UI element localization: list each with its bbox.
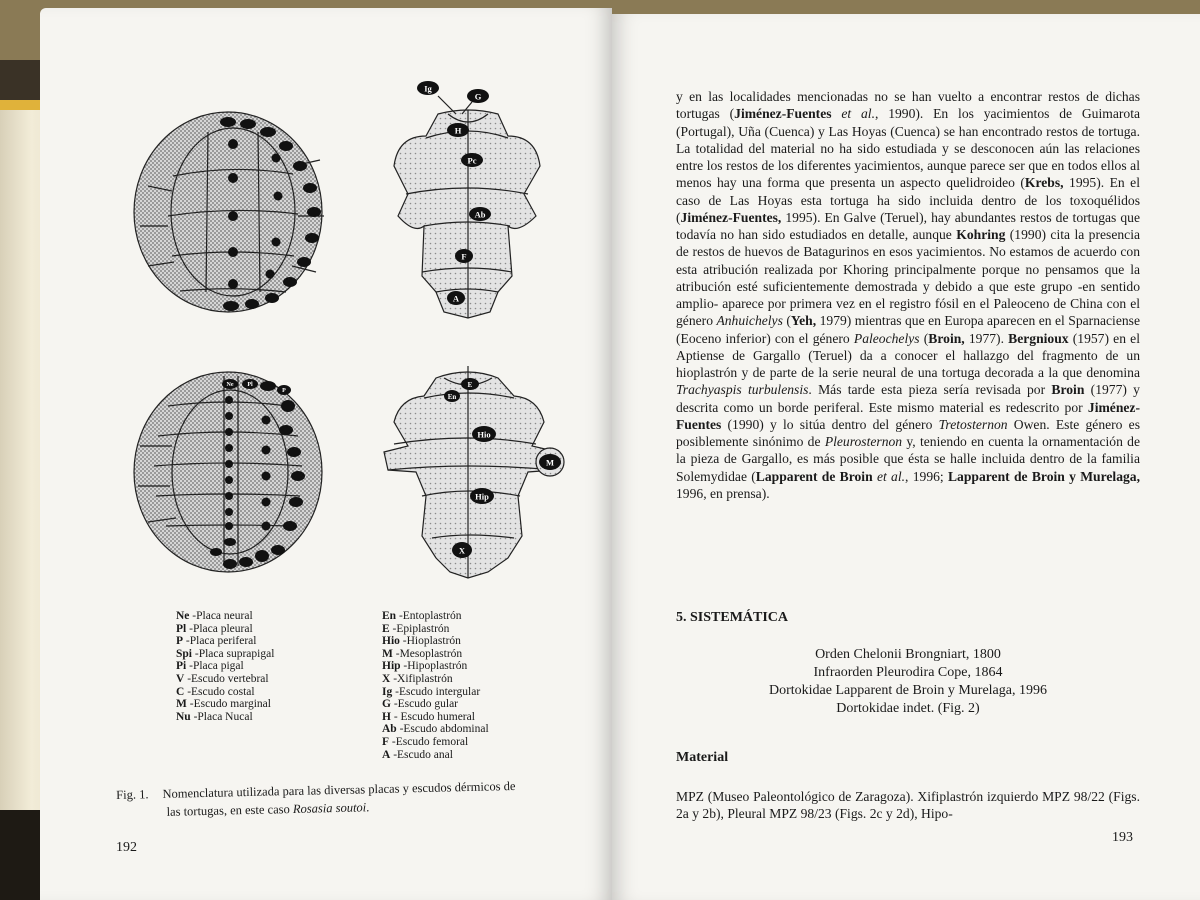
paragraph-segment: . Más tarde esta pieza sería revisada por	[808, 382, 1052, 398]
paragraph-segment: , 1990). En los yacimientos de Guimarota (Portugal), Uña (Cuenca) y Las Hoyas (Cuenca) se han encontrado restos de tortuga. La totalidad del material no ha sido estudiada y se desconocen aún las relaciones entre los restos de los diferentes yacimientos, aunque parece ser que en todos ellos al menos hay una forma que presenta un aspecto quelidroideo (	[676, 106, 1140, 191]
paragraph-segment: 1995). En el caso de Las Hoyas esta tortuga ha sido incluida dentro de los toxoquélidos (	[676, 175, 1140, 225]
legend-left	[176, 610, 274, 723]
label-hio: Hio	[477, 429, 491, 440]
paragraph-text	[676, 88, 1140, 502]
paragraph-segment: et al.	[876, 468, 906, 484]
legend-item: En -Entoplastrón	[382, 610, 462, 622]
paragraph-segment: y en las localidades mencionadas no se han vuelto a encontrar restos de dichas tortugas (	[676, 89, 1140, 122]
taxonomy-line: Infraorden Pleurodira Cope, 1864	[813, 665, 1003, 680]
legend-item: V -Escudo vertebral	[176, 672, 269, 685]
paragraph-segment: Broin,	[928, 330, 965, 346]
legend-item: C -Escudo costal	[176, 685, 255, 698]
label-ab: Ab	[474, 209, 486, 220]
label-p: P	[282, 388, 286, 394]
paragraph-segment: Broin	[1051, 382, 1085, 398]
legend-item: Ab -Escudo abdominal	[382, 723, 489, 736]
caption-label: Fig. 1.	[116, 787, 149, 802]
page-number-right: 193	[1112, 830, 1133, 845]
legend-item: Ne -Placa neural	[176, 610, 253, 622]
paragraph-segment: Tretosternon	[938, 416, 1008, 432]
legend-item: Nu -Placa Nucal	[176, 710, 253, 723]
section-title: 5. SISTEMÁTICA	[676, 610, 789, 625]
paragraph-segment: Yeh,	[790, 313, 817, 329]
turtle-shell-figure	[88, 66, 600, 586]
material-text: MPZ (Museo Paleontológico de Zaragoza). Xifiplastrón izquierdo MPZ 98/22 (Figs. 2a y 2b), Pleural MPZ 98/23 (Figs. 2c y 2d), Hipo-	[676, 789, 1140, 821]
label-f: F	[461, 251, 467, 262]
legend-item: G -Escudo gular	[382, 698, 459, 711]
taxonomy-line: Dortokidae Lapparent de Broin y Murelaga, 1996	[769, 683, 1047, 698]
legend-item: Hip -Hipoplastrón	[382, 660, 468, 673]
legend-item: M -Mesoplastrón	[382, 647, 463, 660]
paragraph-segment: Lapparent de Broin y Murelaga,	[947, 468, 1140, 484]
paragraph-segment: Jiménez-Fuentes,	[680, 209, 782, 225]
paragraph-segment: 1995). En Galve (Teruel), hay abundantes restos de tortugas que todavía no han sido estudiados en detalle, aunque	[676, 209, 1140, 242]
legend-right	[382, 610, 489, 761]
caption-end: .	[366, 800, 370, 815]
taxonomy-line: Orden Chelonii Brongniart, 1800	[815, 647, 1001, 662]
legend-item: Pi -Placa pigal	[176, 660, 244, 673]
plastron-top	[394, 110, 540, 318]
paragraph-segment: Paleochelys	[853, 330, 920, 346]
plastron-bottom	[384, 366, 564, 578]
paragraph-segment: Krebs,	[1024, 175, 1064, 191]
paragraph-segment: et al.	[841, 106, 875, 122]
paragraph-segment: , 1996;	[905, 468, 948, 484]
paragraph-segment: 1977).	[964, 330, 1009, 346]
legend-item: F -Escudo femoral	[382, 735, 469, 748]
legend-item: Spi -Placa suprapigal	[176, 647, 275, 660]
paragraph-segment: Lapparent de Broin	[755, 468, 873, 484]
paragraph-segment: Anhuichelys	[716, 313, 783, 329]
paragraph-segment: 1979) mientras que en Europa aparecen en el Sparnaciense (Eoceno inferior) con el género	[676, 313, 1140, 346]
legend-item: A -Escudo anal	[382, 748, 453, 761]
paragraph-segment: (1990) cita la presencia de restos de huevos de Batagurinos en esos yacimientos. No estamos de acuerdo con esta atribución realizada por Khoring principalmente porque no pensamos que la atribución esté suficientemente demostrada y debido a que este grupo -en sentido amplio- aparece por primera vez en el registro fósil en el Paleoceno de China con el género	[676, 227, 1140, 329]
label-en: En	[447, 393, 457, 401]
paragraph-segment: Pleurosternon	[824, 434, 903, 449]
label-g: G	[474, 91, 482, 102]
paragraph-segment: Jiménez-Fuentes	[676, 399, 1140, 432]
paragraph-segment: Bergnioux	[1008, 330, 1069, 346]
paragraph-segment: Jiménez-Fuentes	[734, 106, 832, 122]
taxonomy-block	[676, 646, 1140, 718]
caption-line-1: Nomenclatura utilizada para las diversas placas y escudos dérmicos de	[162, 778, 516, 801]
legend-item: Ig -Escudo intergular	[382, 685, 481, 698]
taxonomy-line: Dortokidae indet. (Fig. 2)	[836, 701, 980, 716]
legend-item: X -Xifiplastrón	[382, 672, 453, 685]
paragraph-segment: Kohring	[956, 227, 1006, 242]
paragraph-segment: (1990) y lo sitúa dentro del género	[721, 416, 939, 432]
legend-item: P -Placa periferal	[176, 635, 257, 648]
legend-item: Hio -Hioplastrón	[382, 635, 461, 648]
paragraph-segment: (1957) en el Aptiense de Gargallo (Teruel) da a conocer el hallazgo del fragmento de un hioplastrón y de parte de la serie neural de una tortuga decorada a la que denomina	[676, 330, 1140, 380]
caption-line-2: las tortugas, en este caso	[166, 801, 294, 819]
label-hip: Hip	[475, 491, 489, 502]
legend-item: E -Epiplastrón	[382, 622, 450, 635]
label-ig: Ig	[424, 83, 432, 94]
paragraph-segment: Owen. Este género es posiblemente sinónimo de	[676, 416, 1141, 449]
label-x: X	[458, 545, 466, 556]
label-a: A	[452, 293, 460, 304]
page-number-left: 192	[116, 840, 137, 855]
label-pl: Pl	[247, 382, 253, 388]
label-h: H	[454, 125, 462, 136]
paragraph-segment: (	[782, 313, 791, 329]
paragraph-segment	[832, 106, 842, 121]
paragraph-segment: (	[919, 330, 929, 346]
material-title: Material	[676, 750, 729, 765]
legend-item: M -Escudo marginal	[176, 698, 271, 711]
legend-item: H - Escudo humeral	[382, 710, 475, 723]
body-paragraph	[676, 88, 1140, 502]
label-ne: Ne	[226, 382, 234, 388]
legend-item: Pl -Placa pleural	[176, 622, 253, 635]
paragraph-segment: (1977) y descrita como un borde periferal. Este mismo material es redescrito por	[676, 382, 1140, 415]
label-e: E	[467, 381, 473, 389]
paragraph-segment: y, teniendo en cuenta la ornamentación de la pieza de Gargallo, es más posible que ésta se halle incluida dentro de la familia Solemydidae (	[676, 434, 1140, 484]
paragraph-segment: Trachyaspis turbulensis	[676, 382, 809, 398]
label-m: M	[545, 457, 555, 468]
paragraph-segment: 1996, en prensa).	[676, 485, 770, 501]
caption-species: Rosasia soutoi	[292, 800, 367, 816]
label-pc: Pc	[467, 155, 477, 166]
